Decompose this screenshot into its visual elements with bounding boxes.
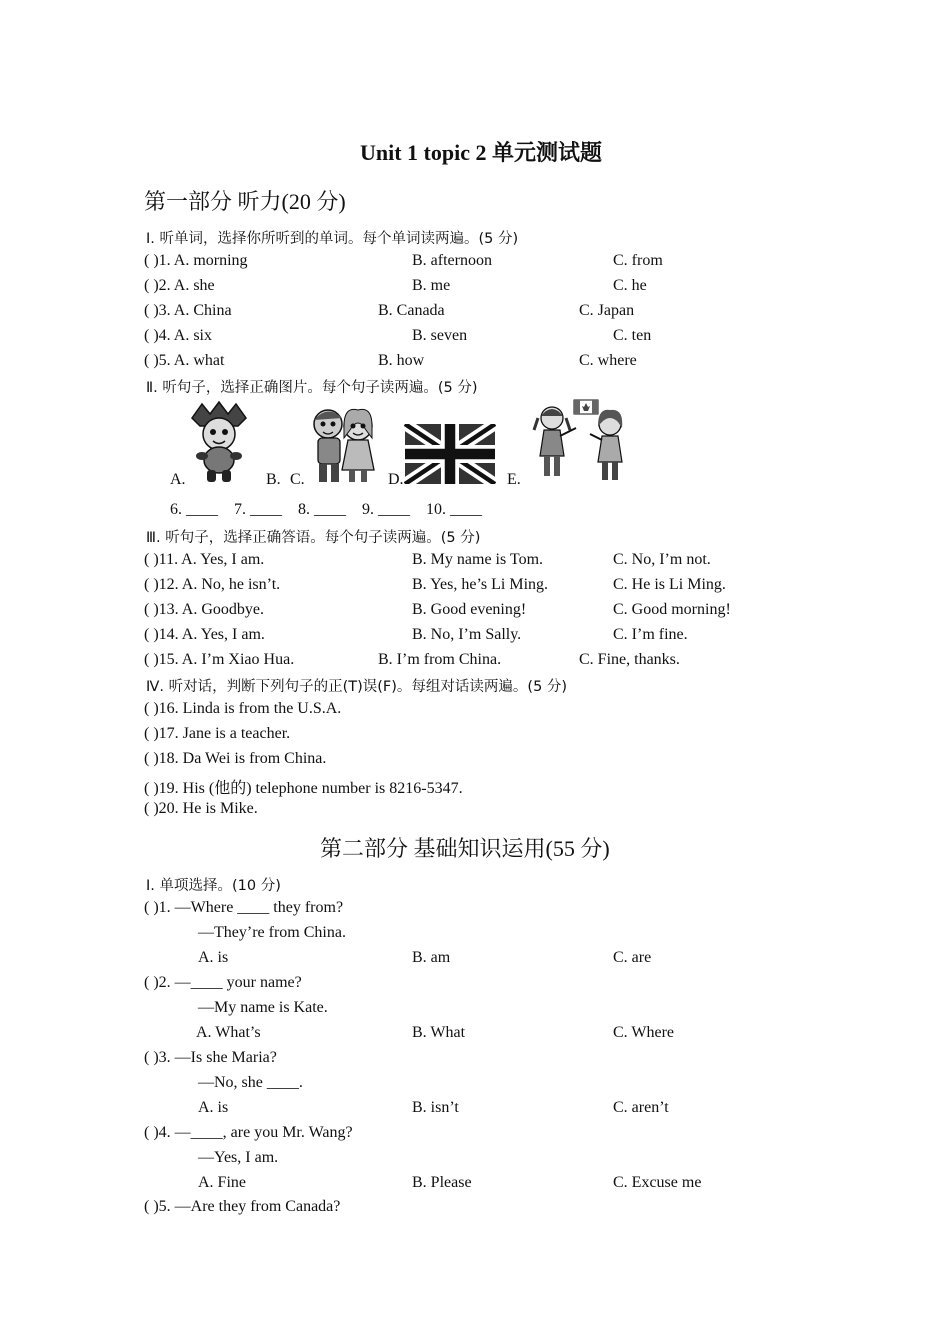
mc1-option-c: C. are [613,949,652,966]
mc1-question: ( )1. —Where ____ they from? [144,899,344,916]
q15-option-b: B. I’m from China. [378,651,502,668]
mc3-answer: —No, she ____. [198,1074,303,1091]
q15-option-c: C. Fine, thanks. [579,651,680,668]
girls-with-canada-flag-picture [532,398,632,484]
q4-option-b: B. seven [412,327,468,344]
q13-option-c: C. Good morning! [613,601,731,618]
q12-option-c: C. He is Li Ming. [613,576,726,593]
picture-label-a: A. [170,471,186,488]
mc2-question: ( )2. —____ your name? [144,974,302,991]
mc1-option-b: B. am [412,949,451,966]
q2-option-c: C. he [613,277,647,294]
q14-option-c: C. I’m fine. [613,626,688,643]
section-3-header: Ⅲ. 听句子，选择正确答语。每个句子读两遍。(5 分) [146,530,481,546]
q16-statement: ( )16. Linda is from the U.S.A. [144,700,342,717]
q14-option-b: B. No, I’m Sally. [412,626,522,643]
mc3-question: ( )3. —Is she Maria? [144,1049,277,1066]
q13-option-b: B. Good evening! [412,601,527,618]
section-4-header: Ⅳ. 听对话，判断下列句子的正(T)误(F)。每组对话读两遍。(5 分) [146,679,568,695]
picture-label-d: D. [388,471,404,488]
q3-stem: ( )3. A. China [144,302,232,319]
q1-stem: ( )1. A. morning [144,252,248,269]
part2-heading: 第二部分 基础知识运用(55 分) [320,836,610,861]
section-1-header: Ⅰ. 听单词，选择你所听到的单词。每个单词读两遍。(5 分) [146,231,519,247]
mascot-picture [186,400,252,486]
mc3-option-a: A. is [198,1099,229,1116]
answer-blanks-6-10: 6. ____ 7. ____ 8. ____ 9. ____ 10. ____ [170,501,482,518]
picture-label-c: C. [290,471,305,488]
page-title: Unit 1 topic 2 单元测试题 [360,140,603,165]
q5-option-b: B. how [378,352,425,369]
q13-stem: ( )13. A. Goodbye. [144,601,264,618]
mc4-question: ( )4. —____, are you Mr. Wang? [144,1124,353,1141]
q2-option-b: B. me [412,277,451,294]
q4-stem: ( )4. A. six [144,327,212,344]
picture-label-e: E. [507,471,521,488]
q11-stem: ( )11. A. Yes, I am. [144,551,265,568]
boy-and-girl-picture [306,404,380,486]
q12-stem: ( )12. A. No, he isn’t. [144,576,281,593]
mc5-question: ( )5. —Are they from Canada? [144,1198,341,1215]
q2-stem: ( )2. A. she [144,277,215,294]
q15-stem: ( )15. A. I’m Xiao Hua. [144,651,295,668]
q3-option-b: B. Canada [378,302,445,319]
mc4-answer: —Yes, I am. [198,1149,279,1166]
q11-option-b: B. My name is Tom. [412,551,544,568]
mc2-option-b: B. What [412,1024,466,1041]
mc1-answer: —They’re from China. [198,924,346,941]
uk-flag-picture [404,424,496,484]
section-2-header: Ⅱ. 听句子，选择正确图片。每个句子读两遍。(5 分) [146,380,478,396]
mc3-option-c: C. aren’t [613,1099,669,1116]
mc4-option-a: A. Fine [198,1174,246,1191]
q12-option-b: B. Yes, he’s Li Ming. [412,576,549,593]
mc1-option-a: A. is [198,949,229,966]
q1-option-c: C. from [613,252,663,269]
mc4-option-b: B. Please [412,1174,472,1191]
mc2-option-c: C. Where [613,1024,675,1041]
mc2-option-a: A. What’s [196,1024,261,1041]
part2-section-1-header: Ⅰ. 单项选择。(10 分) [146,878,281,894]
picture-label-b: B. [266,471,281,488]
q5-stem: ( )5. A. what [144,352,225,369]
q11-option-c: C. No, I’m not. [613,551,711,568]
q20-statement: ( )20. He is Mike. [144,800,258,817]
q17-statement: ( )17. Jane is a teacher. [144,725,291,742]
mc4-option-c: C. Excuse me [613,1174,702,1191]
part1-heading: 第一部分 听力(20 分) [144,189,346,214]
q5-option-c: C. where [579,352,637,369]
q14-stem: ( )14. A. Yes, I am. [144,626,265,643]
q19-statement: ( )19. His (他的) telephone number is 8216-5347. [144,780,463,797]
mc3-option-b: B. isn’t [412,1099,459,1116]
q18-statement: ( )18. Da Wei is from China. [144,750,327,767]
q1-option-b: B. afternoon [412,252,492,269]
q4-option-c: C. ten [613,327,652,344]
mc2-answer: —My name is Kate. [198,999,328,1016]
q3-option-c: C. Japan [579,302,635,319]
